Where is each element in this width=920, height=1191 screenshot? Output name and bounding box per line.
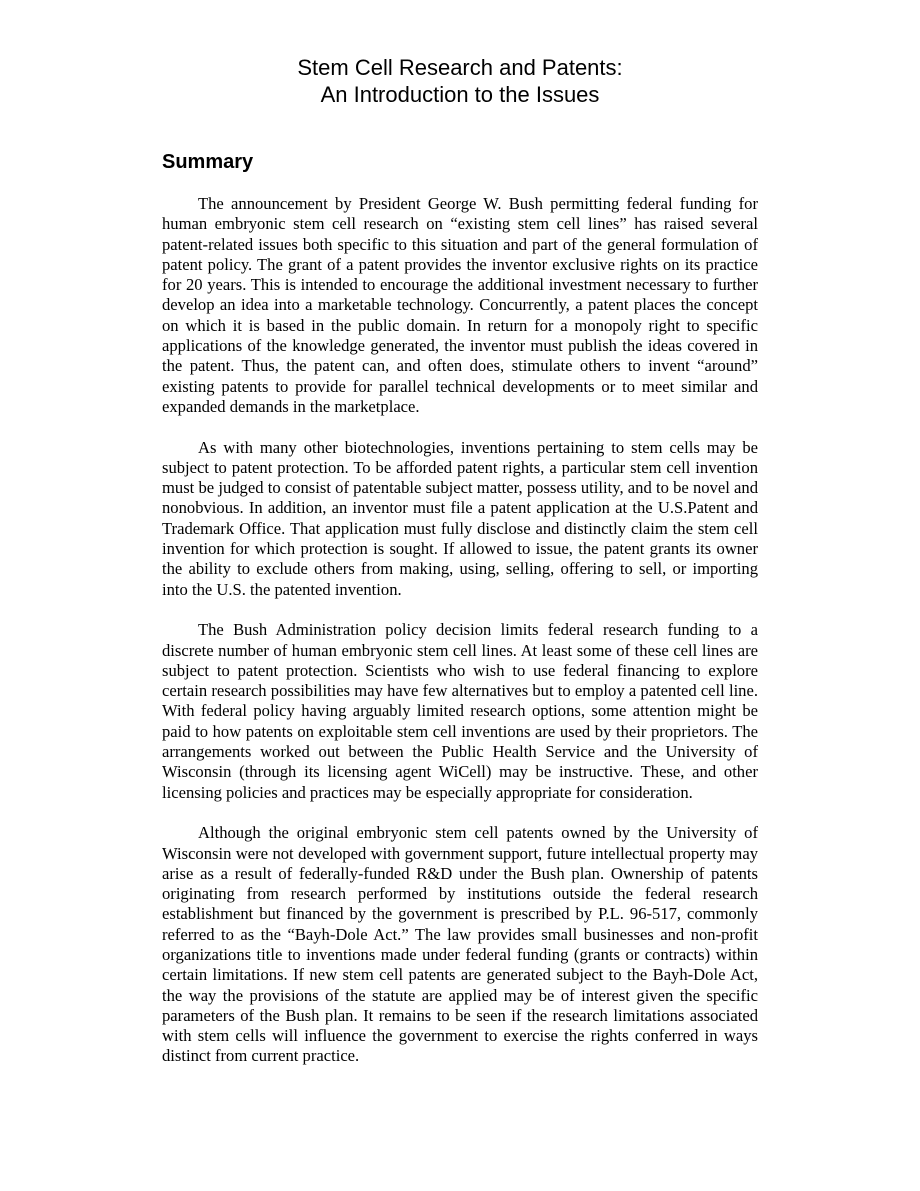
title-line-2: An Introduction to the Issues xyxy=(320,82,600,107)
document-page xyxy=(162,54,758,1067)
document-title xyxy=(162,54,758,108)
summary-paragraph-1: The announcement by President George W. Bush permitting federal funding for human embryonic stem cell research on “existing stem cell lines” has raised several patent-related issues both specific to this situation and part of the general formulation of patent policy. The grant of a patent provides the inventor exclusive rights on its practice for 20 years. This is intended to encourage the additional investment necessary to further develop an idea into a marketable technology. Concurrently, a patent places the concept on which it is based in the public domain. In return for a monopoly right to specific applications of the knowledge generated, the inventor must publish the ideas covered in the patent. Thus, the patent can, and often does, stimulate others to invent “around” existing patents to provide for parallel technical developments or to meet similar and expanded demands in the marketplace. xyxy=(162,194,758,416)
summary-heading: Summary xyxy=(162,151,254,173)
summary-paragraph-2: As with many other biotechnologies, inventions pertaining to stem cells may be subject to patent protection. To be afforded patent rights, a particular stem cell invention must be judged to consist of patentable subject matter, possess utility, and to be novel and nonobvious. In addition, an inventor must file a patent application at the U.S.Patent and Trademark Office. That application must fully disclose and distinctly claim the stem cell invention for which protection is sought. If allowed to issue, the patent grants its owner the ability to exclude others from making, using, selling, offering to sell, or importing into the U.S. the patented invention. xyxy=(162,437,758,599)
title-line-1: Stem Cell Research and Patents: xyxy=(297,55,623,80)
summary-paragraph-4: Although the original embryonic stem cell patents owned by the University of Wisconsin were not developed with government support, future intellectual property may arise as a result of federally-funded R&D under the Bush plan. Ownership of patents originating from research performed by institutions outside the federal research establishment but financed by the government is prescribed by P.L. 96-517, commonly referred to as the “Bayh-Dole Act.” The law provides small businesses and non-profit organizations title to inventions made under federal funding (grants or contracts) within certain limitations. If new stem cell patents are generated subject to the Bayh-Dole Act, the way the provisions of the statute are applied may be of interest given the specific parameters of the Bush plan. It remains to be seen if the research limitations associated with stem cells will influence the government to exercise the rights conferred in ways distinct from current practice. xyxy=(162,823,758,1066)
summary-paragraph-3: The Bush Administration policy decision limits federal research funding to a discrete number of human embryonic stem cell lines. At least some of these cell lines are subject to patent protection. Scientists who wish to use federal financing to explore certain research possibilities may have few alternatives but to employ a patented cell line. With federal policy having arguably limited research options, some attention might be paid to how patents on exploitable stem cell inventions are used by their proprietors. The arrangements worked out between the Public Health Service and the University of Wisconsin (through its licensing agent WiCell) may be instructive. These, and other licensing policies and practices may be especially appropriate for consideration. xyxy=(162,620,758,802)
